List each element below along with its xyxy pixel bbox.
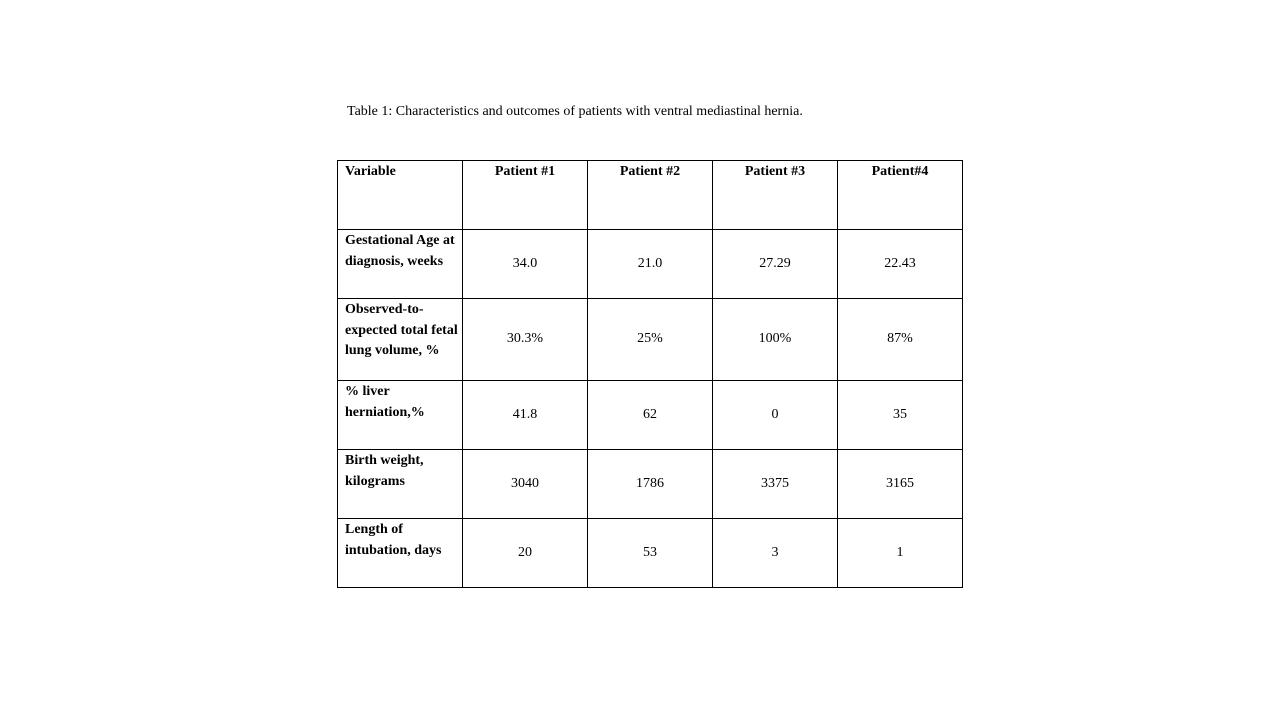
table-cell: 100% <box>713 299 838 381</box>
table-caption: Table 1: Characteristics and outcomes of patients with ventral mediastinal hernia. <box>347 104 803 119</box>
header-patient-1: Patient #1 <box>463 161 588 230</box>
header-variable: Variable <box>338 161 463 230</box>
table-cell: 1 <box>838 519 963 588</box>
header-patient-2: Patient #2 <box>588 161 713 230</box>
table-cell: 3375 <box>713 450 838 519</box>
table-cell: 3 <box>713 519 838 588</box>
table-cell: 35 <box>838 381 963 450</box>
table-cell: 1786 <box>588 450 713 519</box>
table-cell: 34.0 <box>463 230 588 299</box>
table-cell: 30.3% <box>463 299 588 381</box>
table-row <box>338 230 963 299</box>
row-label: Observed-to-expected total fetal lung volume, % <box>338 299 463 381</box>
table-cell: 27.29 <box>713 230 838 299</box>
table-cell: 53 <box>588 519 713 588</box>
table-row <box>338 450 963 519</box>
row-label: Birth weight, kilograms <box>338 450 463 519</box>
row-label: Length of intubation, days <box>338 519 463 588</box>
table-cell: 20 <box>463 519 588 588</box>
table-cell: 41.8 <box>463 381 588 450</box>
table-cell: 87% <box>838 299 963 381</box>
table-cell: 3165 <box>838 450 963 519</box>
header-patient-3: Patient #3 <box>713 161 838 230</box>
table-cell: 25% <box>588 299 713 381</box>
table-row <box>338 381 963 450</box>
table-cell: 22.43 <box>838 230 963 299</box>
table-row <box>338 299 963 381</box>
table-cell: 62 <box>588 381 713 450</box>
table-header-row <box>338 161 963 230</box>
patient-outcomes-table <box>337 160 963 588</box>
row-label: Gestational Age at diagnosis, weeks <box>338 230 463 299</box>
row-label: % liver herniation,% <box>338 381 463 450</box>
header-patient-4: Patient#4 <box>838 161 963 230</box>
table-cell: 3040 <box>463 450 588 519</box>
table-cell: 0 <box>713 381 838 450</box>
table-cell: 21.0 <box>588 230 713 299</box>
table-row <box>338 519 963 588</box>
